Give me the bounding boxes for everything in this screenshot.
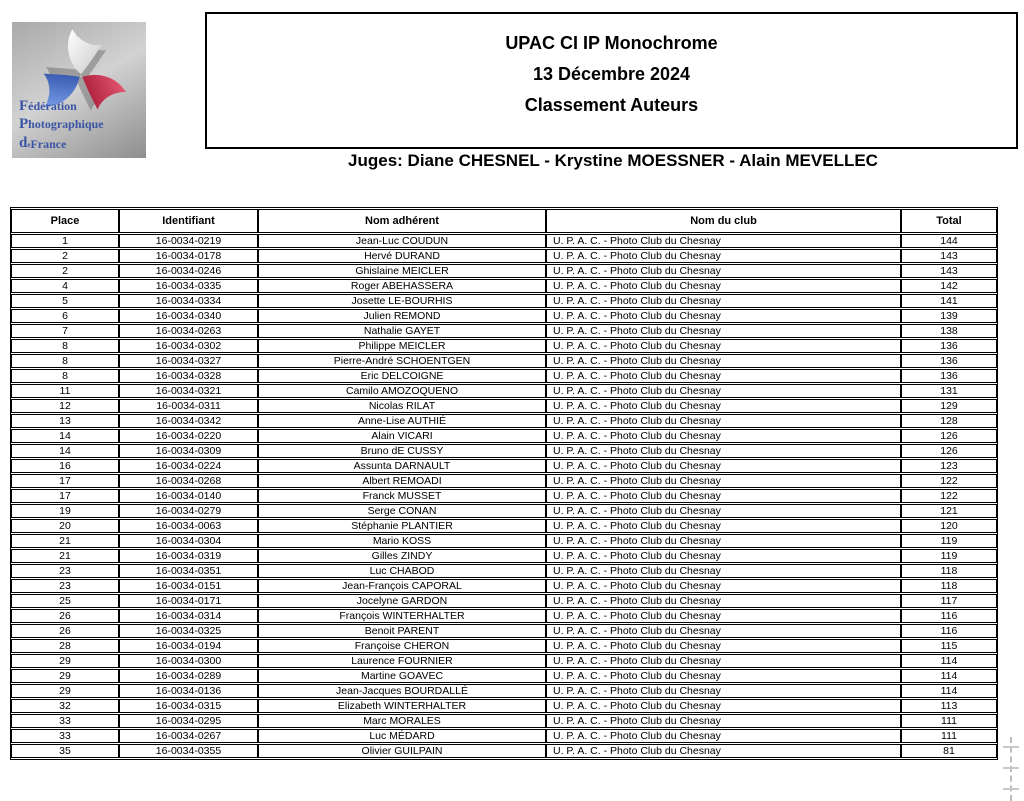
identifiant-cell: 16-0034-0194 bbox=[119, 639, 258, 653]
total-cell: 119 bbox=[901, 549, 997, 563]
nom-club-cell: U. P. A. C. - Photo Club du Chesnay bbox=[546, 264, 901, 278]
nom-adherent-cell: Assunta DARNAULT bbox=[258, 459, 546, 473]
place-cell: 29 bbox=[11, 669, 119, 683]
table-row bbox=[11, 444, 997, 458]
place-cell: 25 bbox=[11, 594, 119, 608]
nom-club-cell: U. P. A. C. - Photo Club du Chesnay bbox=[546, 474, 901, 488]
col-header-identifiant: Identifiant bbox=[119, 209, 258, 233]
nom-club-cell: U. P. A. C. - Photo Club du Chesnay bbox=[546, 339, 901, 353]
table-row bbox=[11, 384, 997, 398]
identifiant-cell: 16-0034-0246 bbox=[119, 264, 258, 278]
nom-club-cell: U. P. A. C. - Photo Club du Chesnay bbox=[546, 444, 901, 458]
nom-club-cell: U. P. A. C. - Photo Club du Chesnay bbox=[546, 699, 901, 713]
place-cell: 1 bbox=[11, 234, 119, 248]
identifiant-cell: 16-0034-0342 bbox=[119, 414, 258, 428]
place-cell: 28 bbox=[11, 639, 119, 653]
table-row bbox=[11, 564, 997, 578]
col-header-nom-adherent: Nom adhérent bbox=[258, 209, 546, 233]
identifiant-cell: 16-0034-0279 bbox=[119, 504, 258, 518]
nom-adherent-cell: Albert REMOADI bbox=[258, 474, 546, 488]
total-cell: 116 bbox=[901, 609, 997, 623]
table-row bbox=[11, 309, 997, 323]
nom-adherent-cell: Luc MÉDARD bbox=[258, 729, 546, 743]
nom-adherent-cell: Stéphanie PLANTIER bbox=[258, 519, 546, 533]
nom-adherent-cell: Camilo AMOZOQUENO bbox=[258, 384, 546, 398]
identifiant-cell: 16-0034-0314 bbox=[119, 609, 258, 623]
place-cell: 4 bbox=[11, 279, 119, 293]
place-cell: 5 bbox=[11, 294, 119, 308]
table-row bbox=[11, 534, 997, 548]
total-cell: 143 bbox=[901, 249, 997, 263]
judges-line: Juges: Diane CHESNEL - Krystine MOESSNER - Alain MEVELLEC bbox=[348, 151, 878, 170]
identifiant-cell: 16-0034-0321 bbox=[119, 384, 258, 398]
identifiant-cell: 16-0034-0304 bbox=[119, 534, 258, 548]
table-header-row bbox=[11, 209, 997, 233]
total-cell: 81 bbox=[901, 744, 997, 758]
nom-adherent-cell: Jocelyne GARDON bbox=[258, 594, 546, 608]
nom-adherent-cell: Alain VICARI bbox=[258, 429, 546, 443]
total-cell: 139 bbox=[901, 309, 997, 323]
identifiant-cell: 16-0034-0309 bbox=[119, 444, 258, 458]
table-row bbox=[11, 264, 997, 278]
identifiant-cell: 16-0034-0302 bbox=[119, 339, 258, 353]
table-row bbox=[11, 519, 997, 533]
total-cell: 136 bbox=[901, 339, 997, 353]
nom-adherent-cell: Martine GOAVEC bbox=[258, 669, 546, 683]
nom-adherent-cell: Jean-François CAPORAL bbox=[258, 579, 546, 593]
nom-club-cell: U. P. A. C. - Photo Club du Chesnay bbox=[546, 639, 901, 653]
nom-adherent-cell: Marc MORALES bbox=[258, 714, 546, 728]
table-row bbox=[11, 234, 997, 248]
total-cell: 136 bbox=[901, 369, 997, 383]
nom-club-cell: U. P. A. C. - Photo Club du Chesnay bbox=[546, 564, 901, 578]
place-cell: 26 bbox=[11, 609, 119, 623]
table-row bbox=[11, 594, 997, 608]
nom-club-cell: U. P. A. C. - Photo Club du Chesnay bbox=[546, 414, 901, 428]
place-cell: 17 bbox=[11, 474, 119, 488]
results-table-body bbox=[11, 234, 997, 758]
identifiant-cell: 16-0034-0335 bbox=[119, 279, 258, 293]
place-cell: 26 bbox=[11, 624, 119, 638]
table-row bbox=[11, 504, 997, 518]
place-cell: 14 bbox=[11, 444, 119, 458]
nom-adherent-cell: Philippe MEICLER bbox=[258, 339, 546, 353]
nom-adherent-cell: Serge CONAN bbox=[258, 504, 546, 518]
place-cell: 35 bbox=[11, 744, 119, 758]
nom-club-cell: U. P. A. C. - Photo Club du Chesnay bbox=[546, 324, 901, 338]
ranking-type: Classement Auteurs bbox=[524, 95, 699, 115]
place-cell: 11 bbox=[11, 384, 119, 398]
nom-club-cell: U. P. A. C. - Photo Club du Chesnay bbox=[546, 684, 901, 698]
place-cell: 6 bbox=[11, 309, 119, 323]
nom-club-cell: U. P. A. C. - Photo Club du Chesnay bbox=[546, 249, 901, 263]
identifiant-cell: 16-0034-0311 bbox=[119, 399, 258, 413]
table-row bbox=[11, 669, 997, 683]
logo-de-prefix: de bbox=[19, 134, 31, 151]
total-cell: 138 bbox=[901, 324, 997, 338]
nom-adherent-cell: François WINTERHALTER bbox=[258, 609, 546, 623]
table-row bbox=[11, 324, 997, 338]
place-cell: 14 bbox=[11, 429, 119, 443]
place-cell: 23 bbox=[11, 564, 119, 578]
col-header-total: Total bbox=[901, 209, 997, 233]
identifiant-cell: 16-0034-0063 bbox=[119, 519, 258, 533]
nom-adherent-cell: Ghislaine MEICLER bbox=[258, 264, 546, 278]
logo-line-federation: Fédération bbox=[19, 98, 77, 115]
table-row bbox=[11, 369, 997, 383]
nom-club-cell: U. P. A. C. - Photo Club du Chesnay bbox=[546, 594, 901, 608]
identifiant-cell: 16-0034-0263 bbox=[119, 324, 258, 338]
nom-club-cell: U. P. A. C. - Photo Club du Chesnay bbox=[546, 309, 901, 323]
table-row bbox=[11, 279, 997, 293]
identifiant-cell: 16-0034-0295 bbox=[119, 714, 258, 728]
place-cell: 19 bbox=[11, 504, 119, 518]
nom-club-cell: U. P. A. C. - Photo Club du Chesnay bbox=[546, 549, 901, 563]
identifiant-cell: 16-0034-0325 bbox=[119, 624, 258, 638]
table-row bbox=[11, 684, 997, 698]
table-row bbox=[11, 489, 997, 503]
nom-club-cell: U. P. A. C. - Photo Club du Chesnay bbox=[546, 714, 901, 728]
nom-adherent-cell: Nicolas RILAT bbox=[258, 399, 546, 413]
table-row bbox=[11, 414, 997, 428]
total-cell: 128 bbox=[901, 414, 997, 428]
identifiant-cell: 16-0034-0268 bbox=[119, 474, 258, 488]
identifiant-cell: 16-0034-0267 bbox=[119, 729, 258, 743]
total-cell: 144 bbox=[901, 234, 997, 248]
fpf-logo bbox=[12, 22, 146, 158]
total-cell: 136 bbox=[901, 354, 997, 368]
nom-club-cell: U. P. A. C. - Photo Club du Chesnay bbox=[546, 579, 901, 593]
table-row bbox=[11, 744, 997, 758]
nom-club-cell: U. P. A. C. - Photo Club du Chesnay bbox=[546, 624, 901, 638]
total-cell: 118 bbox=[901, 579, 997, 593]
nom-adherent-cell: Gilles ZINDY bbox=[258, 549, 546, 563]
nom-club-cell: U. P. A. C. - Photo Club du Chesnay bbox=[546, 234, 901, 248]
identifiant-cell: 16-0034-0340 bbox=[119, 309, 258, 323]
page-break-tick bbox=[1003, 746, 1019, 748]
nom-club-cell: U. P. A. C. - Photo Club du Chesnay bbox=[546, 384, 901, 398]
nom-adherent-cell: Jean-Luc COUDUN bbox=[258, 234, 546, 248]
nom-adherent-cell: Julien REMOND bbox=[258, 309, 546, 323]
table-row bbox=[11, 579, 997, 593]
identifiant-cell: 16-0034-0328 bbox=[119, 369, 258, 383]
total-cell: 113 bbox=[901, 699, 997, 713]
nom-club-cell: U. P. A. C. - Photo Club du Chesnay bbox=[546, 729, 901, 743]
nom-club-cell: U. P. A. C. - Photo Club du Chesnay bbox=[546, 294, 901, 308]
total-cell: 126 bbox=[901, 444, 997, 458]
identifiant-cell: 16-0034-0300 bbox=[119, 654, 258, 668]
table-row bbox=[11, 549, 997, 563]
place-cell: 33 bbox=[11, 714, 119, 728]
identifiant-cell: 16-0034-0327 bbox=[119, 354, 258, 368]
nom-club-cell: U. P. A. C. - Photo Club du Chesnay bbox=[546, 669, 901, 683]
place-cell: 32 bbox=[11, 699, 119, 713]
total-cell: 115 bbox=[901, 639, 997, 653]
total-cell: 117 bbox=[901, 594, 997, 608]
nom-adherent-cell: Eric DELCOIGNE bbox=[258, 369, 546, 383]
identifiant-cell: 16-0034-0171 bbox=[119, 594, 258, 608]
nom-club-cell: U. P. A. C. - Photo Club du Chesnay bbox=[546, 504, 901, 518]
table-row bbox=[11, 714, 997, 728]
identifiant-cell: 16-0034-0334 bbox=[119, 294, 258, 308]
total-cell: 111 bbox=[901, 714, 997, 728]
total-cell: 129 bbox=[901, 399, 997, 413]
nom-club-cell: U. P. A. C. - Photo Club du Chesnay bbox=[546, 534, 901, 548]
table-row bbox=[11, 699, 997, 713]
nom-adherent-cell: Bruno dE CUSSY bbox=[258, 444, 546, 458]
identifiant-cell: 16-0034-0219 bbox=[119, 234, 258, 248]
identifiant-cell: 16-0034-0289 bbox=[119, 669, 258, 683]
nom-club-cell: U. P. A. C. - Photo Club du Chesnay bbox=[546, 399, 901, 413]
nom-adherent-cell: Françoise CHERON bbox=[258, 639, 546, 653]
nom-club-cell: U. P. A. C. - Photo Club du Chesnay bbox=[546, 279, 901, 293]
identifiant-cell: 16-0034-0136 bbox=[119, 684, 258, 698]
table-row bbox=[11, 639, 997, 653]
identifiant-cell: 16-0034-0140 bbox=[119, 489, 258, 503]
table-row bbox=[11, 459, 997, 473]
logo-wordmark bbox=[19, 97, 104, 152]
page-break-tick bbox=[1003, 788, 1019, 790]
nom-club-cell: U. P. A. C. - Photo Club du Chesnay bbox=[546, 654, 901, 668]
identifiant-cell: 16-0034-0178 bbox=[119, 249, 258, 263]
total-cell: 114 bbox=[901, 654, 997, 668]
nom-adherent-cell: Pierre-André SCHOENTGEN bbox=[258, 354, 546, 368]
table-row bbox=[11, 729, 997, 743]
nom-adherent-cell: Josette LE-BOURHIS bbox=[258, 294, 546, 308]
identifiant-cell: 16-0034-0151 bbox=[119, 579, 258, 593]
place-cell: 21 bbox=[11, 549, 119, 563]
nom-adherent-cell: Olivier GUILPAIN bbox=[258, 744, 546, 758]
total-cell: 118 bbox=[901, 564, 997, 578]
place-cell: 21 bbox=[11, 534, 119, 548]
place-cell: 8 bbox=[11, 339, 119, 353]
table-row bbox=[11, 339, 997, 353]
identifiant-cell: 16-0034-0355 bbox=[119, 744, 258, 758]
total-cell: 143 bbox=[901, 264, 997, 278]
nom-adherent-cell: Anne-Lise AUTHIÉ bbox=[258, 414, 546, 428]
total-cell: 141 bbox=[901, 294, 997, 308]
table-row bbox=[11, 249, 997, 263]
table-row bbox=[11, 399, 997, 413]
nom-adherent-cell: Mario KOSS bbox=[258, 534, 546, 548]
total-cell: 119 bbox=[901, 534, 997, 548]
place-cell: 29 bbox=[11, 654, 119, 668]
table-row bbox=[11, 654, 997, 668]
place-cell: 7 bbox=[11, 324, 119, 338]
place-cell: 20 bbox=[11, 519, 119, 533]
nom-adherent-cell: Roger ABEHASSERA bbox=[258, 279, 546, 293]
place-cell: 23 bbox=[11, 579, 119, 593]
nom-adherent-cell: Nathalie GAYET bbox=[258, 324, 546, 338]
nom-adherent-cell: Franck MUSSET bbox=[258, 489, 546, 503]
nom-club-cell: U. P. A. C. - Photo Club du Chesnay bbox=[546, 744, 901, 758]
nom-adherent-cell: Jean-Jacques BOURDALLÉ bbox=[258, 684, 546, 698]
table-row bbox=[11, 354, 997, 368]
table-row bbox=[11, 429, 997, 443]
nom-adherent-cell: Elizabeth WINTERHALTER bbox=[258, 699, 546, 713]
results-table bbox=[10, 207, 998, 760]
nom-club-cell: U. P. A. C. - Photo Club du Chesnay bbox=[546, 429, 901, 443]
col-header-nom-du-club: Nom du club bbox=[546, 209, 901, 233]
total-cell: 131 bbox=[901, 384, 997, 398]
total-cell: 114 bbox=[901, 684, 997, 698]
competition-title: UPAC CI IP Monochrome bbox=[505, 33, 718, 53]
table-row bbox=[11, 609, 997, 623]
table-row bbox=[11, 624, 997, 638]
place-cell: 13 bbox=[11, 414, 119, 428]
nom-club-cell: U. P. A. C. - Photo Club du Chesnay bbox=[546, 369, 901, 383]
place-cell: 2 bbox=[11, 249, 119, 263]
logo-line-photographique: Photographique bbox=[19, 116, 104, 133]
identifiant-cell: 16-0034-0315 bbox=[119, 699, 258, 713]
total-cell: 111 bbox=[901, 729, 997, 743]
nom-club-cell: U. P. A. C. - Photo Club du Chesnay bbox=[546, 489, 901, 503]
identifiant-cell: 16-0034-0220 bbox=[119, 429, 258, 443]
total-cell: 122 bbox=[901, 474, 997, 488]
identifiant-cell: 16-0034-0319 bbox=[119, 549, 258, 563]
place-cell: 12 bbox=[11, 399, 119, 413]
place-cell: 2 bbox=[11, 264, 119, 278]
place-cell: 33 bbox=[11, 729, 119, 743]
col-header-place: Place bbox=[11, 209, 119, 233]
total-cell: 114 bbox=[901, 669, 997, 683]
total-cell: 126 bbox=[901, 429, 997, 443]
place-cell: 29 bbox=[11, 684, 119, 698]
nom-adherent-cell: Laurence FOURNIER bbox=[258, 654, 546, 668]
nom-adherent-cell: Luc CHABOD bbox=[258, 564, 546, 578]
nom-adherent-cell: Hervé DURAND bbox=[258, 249, 546, 263]
nom-club-cell: U. P. A. C. - Photo Club du Chesnay bbox=[546, 459, 901, 473]
total-cell: 116 bbox=[901, 624, 997, 638]
title-box bbox=[205, 12, 1018, 149]
nom-club-cell: U. P. A. C. - Photo Club du Chesnay bbox=[546, 609, 901, 623]
total-cell: 122 bbox=[901, 489, 997, 503]
table-row bbox=[11, 474, 997, 488]
total-cell: 123 bbox=[901, 459, 997, 473]
total-cell: 142 bbox=[901, 279, 997, 293]
nom-club-cell: U. P. A. C. - Photo Club du Chesnay bbox=[546, 519, 901, 533]
table-row bbox=[11, 294, 997, 308]
identifiant-cell: 16-0034-0224 bbox=[119, 459, 258, 473]
place-cell: 17 bbox=[11, 489, 119, 503]
place-cell: 16 bbox=[11, 459, 119, 473]
total-cell: 120 bbox=[901, 519, 997, 533]
page-break-tick bbox=[1003, 767, 1019, 769]
competition-date: 13 Décembre 2024 bbox=[532, 64, 691, 84]
nom-adherent-cell: Benoit PARENT bbox=[258, 624, 546, 638]
logo-line-france: deFrance bbox=[19, 134, 67, 151]
nom-club-cell: U. P. A. C. - Photo Club du Chesnay bbox=[546, 354, 901, 368]
identifiant-cell: 16-0034-0351 bbox=[119, 564, 258, 578]
place-cell: 8 bbox=[11, 354, 119, 368]
total-cell: 121 bbox=[901, 504, 997, 518]
place-cell: 8 bbox=[11, 369, 119, 383]
